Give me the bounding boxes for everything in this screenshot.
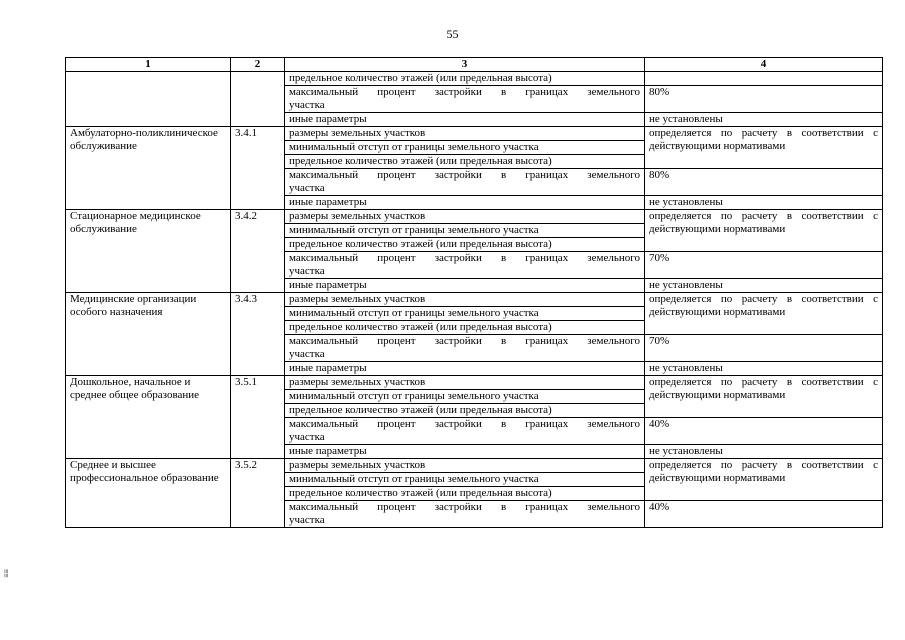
- param-cell: предельное количество этажей (или предельная высота): [285, 155, 645, 169]
- param-text: максимальный процент застройки в границах земельного: [289, 418, 640, 430]
- param-cell: иные параметры: [285, 279, 645, 293]
- param-text: участка: [289, 182, 325, 194]
- param-cell: размеры земельных участков: [285, 210, 645, 224]
- table-row: [66, 72, 883, 86]
- value-cell: определяется по расчету в соответствии с действующими нормативами: [645, 376, 883, 418]
- param-cell: размеры земельных участков: [285, 293, 645, 307]
- param-text: участка: [289, 99, 325, 111]
- param-cell: [285, 501, 645, 528]
- param-cell: предельное количество этажей (или предельная высота): [285, 238, 645, 252]
- param-cell: [285, 86, 645, 113]
- table-row: [66, 127, 883, 141]
- param-cell: [285, 335, 645, 362]
- table-row: [66, 376, 883, 390]
- param-text: участка: [289, 514, 325, 526]
- param-text: максимальный процент застройки в границах земельного: [289, 252, 640, 264]
- coverage-value: 70%: [645, 252, 883, 279]
- use-type-code: 3.5.1: [231, 376, 285, 459]
- value-cell: не установлены: [645, 196, 883, 210]
- use-type-cell: [66, 72, 231, 127]
- param-cell: иные параметры: [285, 362, 645, 376]
- value-cell: определяется по расчету в соответствии с действующими нормативами: [645, 293, 883, 335]
- param-text: максимальный процент застройки в границах земельного: [289, 335, 640, 347]
- use-type-name: Среднее и высшее профессиональное образование: [66, 459, 231, 528]
- table-row: [66, 210, 883, 224]
- param-cell: предельное количество этажей (или предельная высота): [285, 321, 645, 335]
- param-text: максимальный процент застройки в границах земельного: [289, 169, 640, 181]
- use-type-code: 3.4.1: [231, 127, 285, 210]
- code-cell: [231, 72, 285, 127]
- value-cell: определяется по расчету в соответствии с действующими нормативами: [645, 127, 883, 169]
- use-type-name: Стационарное медицинское обслуживание: [66, 210, 231, 293]
- param-text: участка: [289, 348, 325, 360]
- use-type-code: 3.5.2: [231, 459, 285, 528]
- param-text: участка: [289, 265, 325, 277]
- value-cell: определяется по расчету в соответствии с действующими нормативами: [645, 459, 883, 501]
- margin-mark: ≡≡: [2, 569, 10, 578]
- param-text: участка: [289, 431, 325, 443]
- value-cell: определяется по расчету в соответствии с действующими нормативами: [645, 210, 883, 252]
- param-cell: размеры земельных участков: [285, 376, 645, 390]
- value-cell: не установлены: [645, 445, 883, 459]
- param-cell: минимальный отступ от границы земельного участка: [285, 141, 645, 155]
- use-type-code: 3.4.3: [231, 293, 285, 376]
- value-cell: не установлены: [645, 113, 883, 127]
- table-row: [66, 293, 883, 307]
- coverage-value: 80%: [645, 169, 883, 196]
- use-type-name: Медицинские организации особого назначения: [66, 293, 231, 376]
- coverage-value: 40%: [645, 418, 883, 445]
- param-cell: минимальный отступ от границы земельного участка: [285, 307, 645, 321]
- param-cell: иные параметры: [285, 196, 645, 210]
- param-cell: [285, 418, 645, 445]
- value-cell: [645, 72, 883, 86]
- header-col-3: 3: [285, 58, 645, 72]
- header-col-2: 2: [231, 58, 285, 72]
- use-type-name: Амбулаторно-поликлиническое обслуживание: [66, 127, 231, 210]
- header-col-4: 4: [645, 58, 883, 72]
- param-cell: минимальный отступ от границы земельного участка: [285, 224, 645, 238]
- coverage-value: 70%: [645, 335, 883, 362]
- table-row: [66, 459, 883, 473]
- value-cell: не установлены: [645, 362, 883, 376]
- use-type-code: 3.4.2: [231, 210, 285, 293]
- zoning-parameters-table: [65, 57, 883, 528]
- page-number: 55: [446, 27, 459, 41]
- param-cell: [285, 252, 645, 279]
- param-cell: предельное количество этажей (или предельная высота): [285, 404, 645, 418]
- param-cell: иные параметры: [285, 113, 645, 127]
- param-cell: минимальный отступ от границы земельного участка: [285, 473, 645, 487]
- value-cell: 80%: [645, 86, 883, 113]
- param-cell: иные параметры: [285, 445, 645, 459]
- param-cell: размеры земельных участков: [285, 459, 645, 473]
- coverage-value: 40%: [645, 501, 883, 528]
- param-text: максимальный процент застройки в границах земельного: [289, 86, 640, 98]
- param-text: максимальный процент застройки в границах земельного: [289, 501, 640, 513]
- use-type-name: Дошкольное, начальное и среднее общее образование: [66, 376, 231, 459]
- param-cell: минимальный отступ от границы земельного участка: [285, 390, 645, 404]
- param-cell: [285, 169, 645, 196]
- table-header-row: [66, 58, 883, 72]
- header-col-1: 1: [66, 58, 231, 72]
- param-cell: размеры земельных участков: [285, 127, 645, 141]
- param-cell: предельное количество этажей (или предельная высота): [285, 487, 645, 501]
- table-body: [66, 72, 883, 528]
- param-cell: предельное количество этажей (или предельная высота): [285, 72, 645, 86]
- value-cell: не установлены: [645, 279, 883, 293]
